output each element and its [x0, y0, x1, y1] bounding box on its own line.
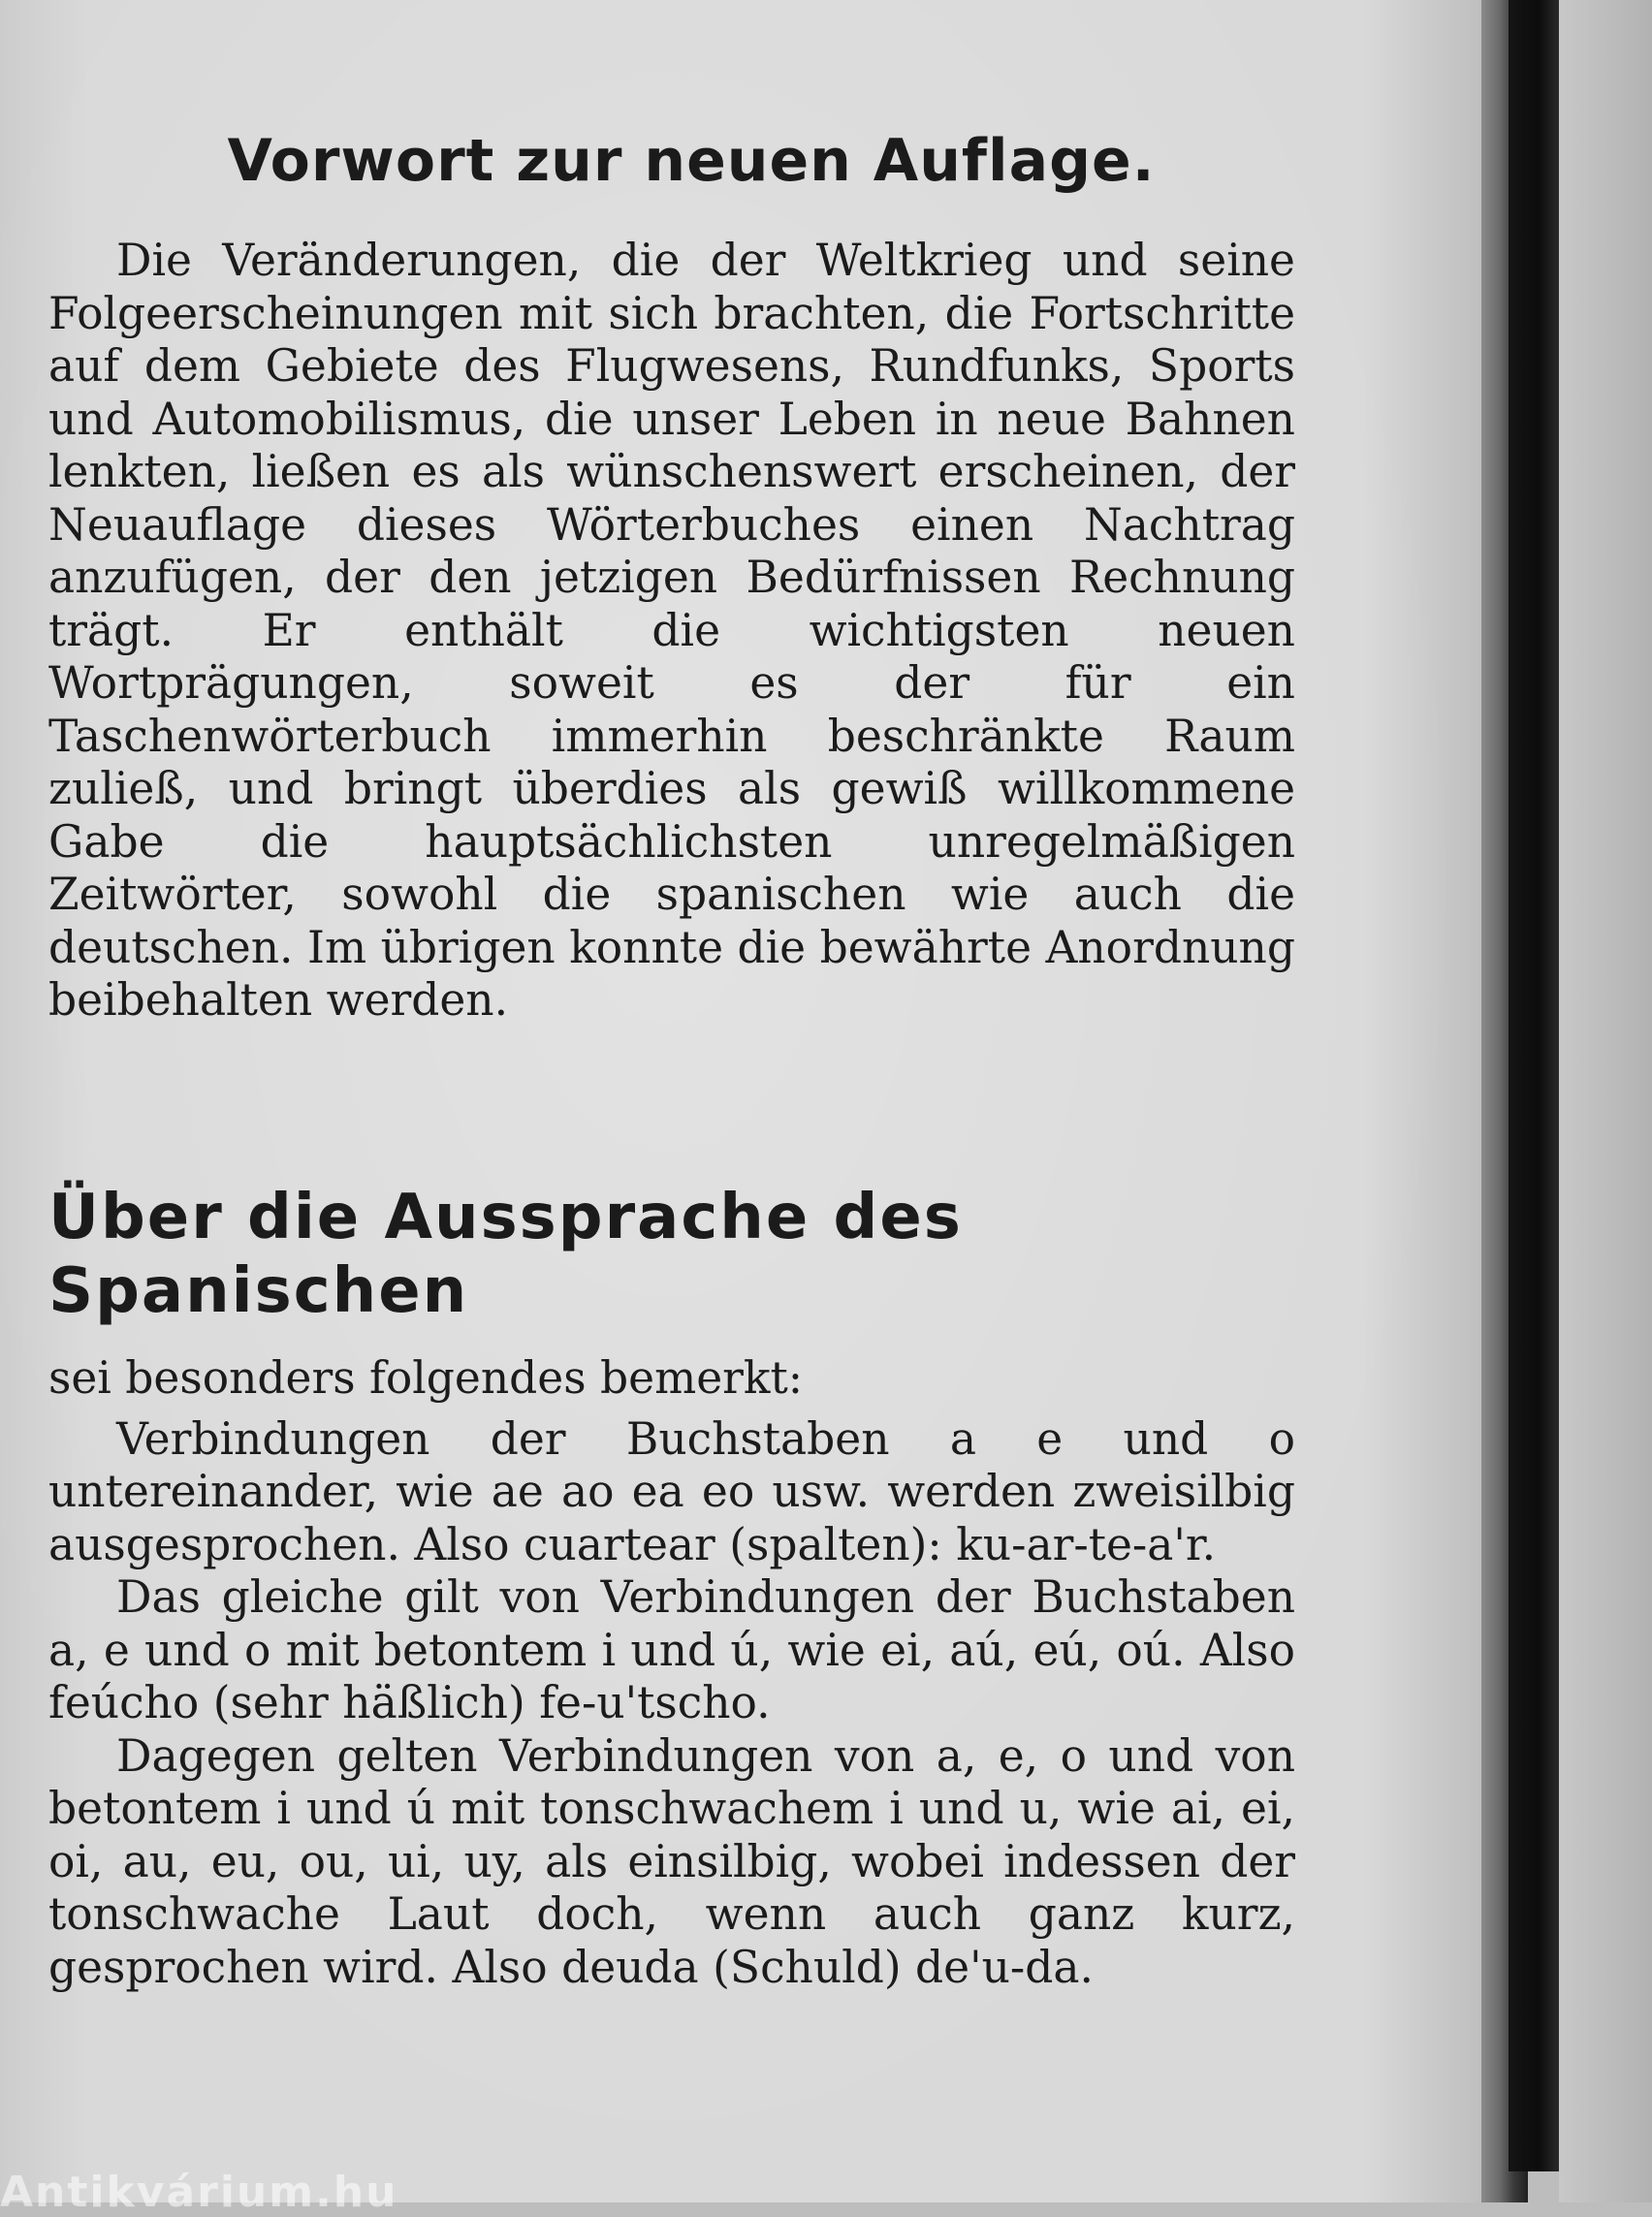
- pronunciation-title: Über die Aussprache des Spanischen: [48, 1181, 963, 1328]
- table-surface: [1559, 0, 1652, 2202]
- pronunciation-paragraph-1: Verbindungen der Buchstaben a e und o untereinander, wie ae ao ea eo usw. werden zweisilbig ausgesprochen. Also cuartear (spalten): ku-ar-te-a'r.: [48, 1412, 1295, 1570]
- pronunciation-paragraph-3: Dagegen gelten Verbindungen von a, e, o und von betontem i und ú mit tonschwachem i und u, wie ai, ei, oi, au, eu, ou, ui, uy, als einsilbig, wobei indessen der tonschwache Laut doch, wenn auch ganz kurz, gesprochen wird. Also deuda (Schuld) de'u-da.: [48, 1729, 1295, 1993]
- preface-paragraph: Die Veränderungen, die der Weltkrieg und seine Folgeerscheinungen mit sich brachten, die Fortschritte auf dem Gebiete des Flugwesens, Rundfunks, Sports und Automobilismus, die unser Leben in neue Bahnen lenkten, ließen es als wünschenswert erscheinen, der Neuauflage dieses Wörterbuches einen Nachtrag anzufügen, der den jetzigen Bedürfnissen Rechnung trägt. Er enthält die wichtigsten neuen Wortprägungen, soweit es der für ein Taschenwörterbuch immerhin beschränkte Raum zuließ, und bringt überdies als gewiß willkommene Gabe die hauptsächlichsten unregelmäßigen Zeitwörter, sowohl die spanischen wie auch die deutschen. Im übrigen konnte die bewährte Anordnung beibehalten werden.: [48, 235, 1295, 1026]
- page-text-block: [48, 126, 1295, 1994]
- preface-title: Vorwort zur neuen Auflage.: [227, 127, 1156, 195]
- pronunciation-paragraph-2: Das gleiche gilt von Verbindungen der Buchstaben a, e und o mit betontem i und ú, wie ei, aú, eú, oú. Also feúcho (sehr häßlich) fe-u'tscho.: [48, 1571, 1295, 1729]
- watermark: Antikvárium.hu: [0, 2168, 398, 2217]
- book-cover-edge: [1509, 0, 1559, 2171]
- pronunciation-intro: sei besonders folgendes bemerkt:: [48, 1352, 804, 1405]
